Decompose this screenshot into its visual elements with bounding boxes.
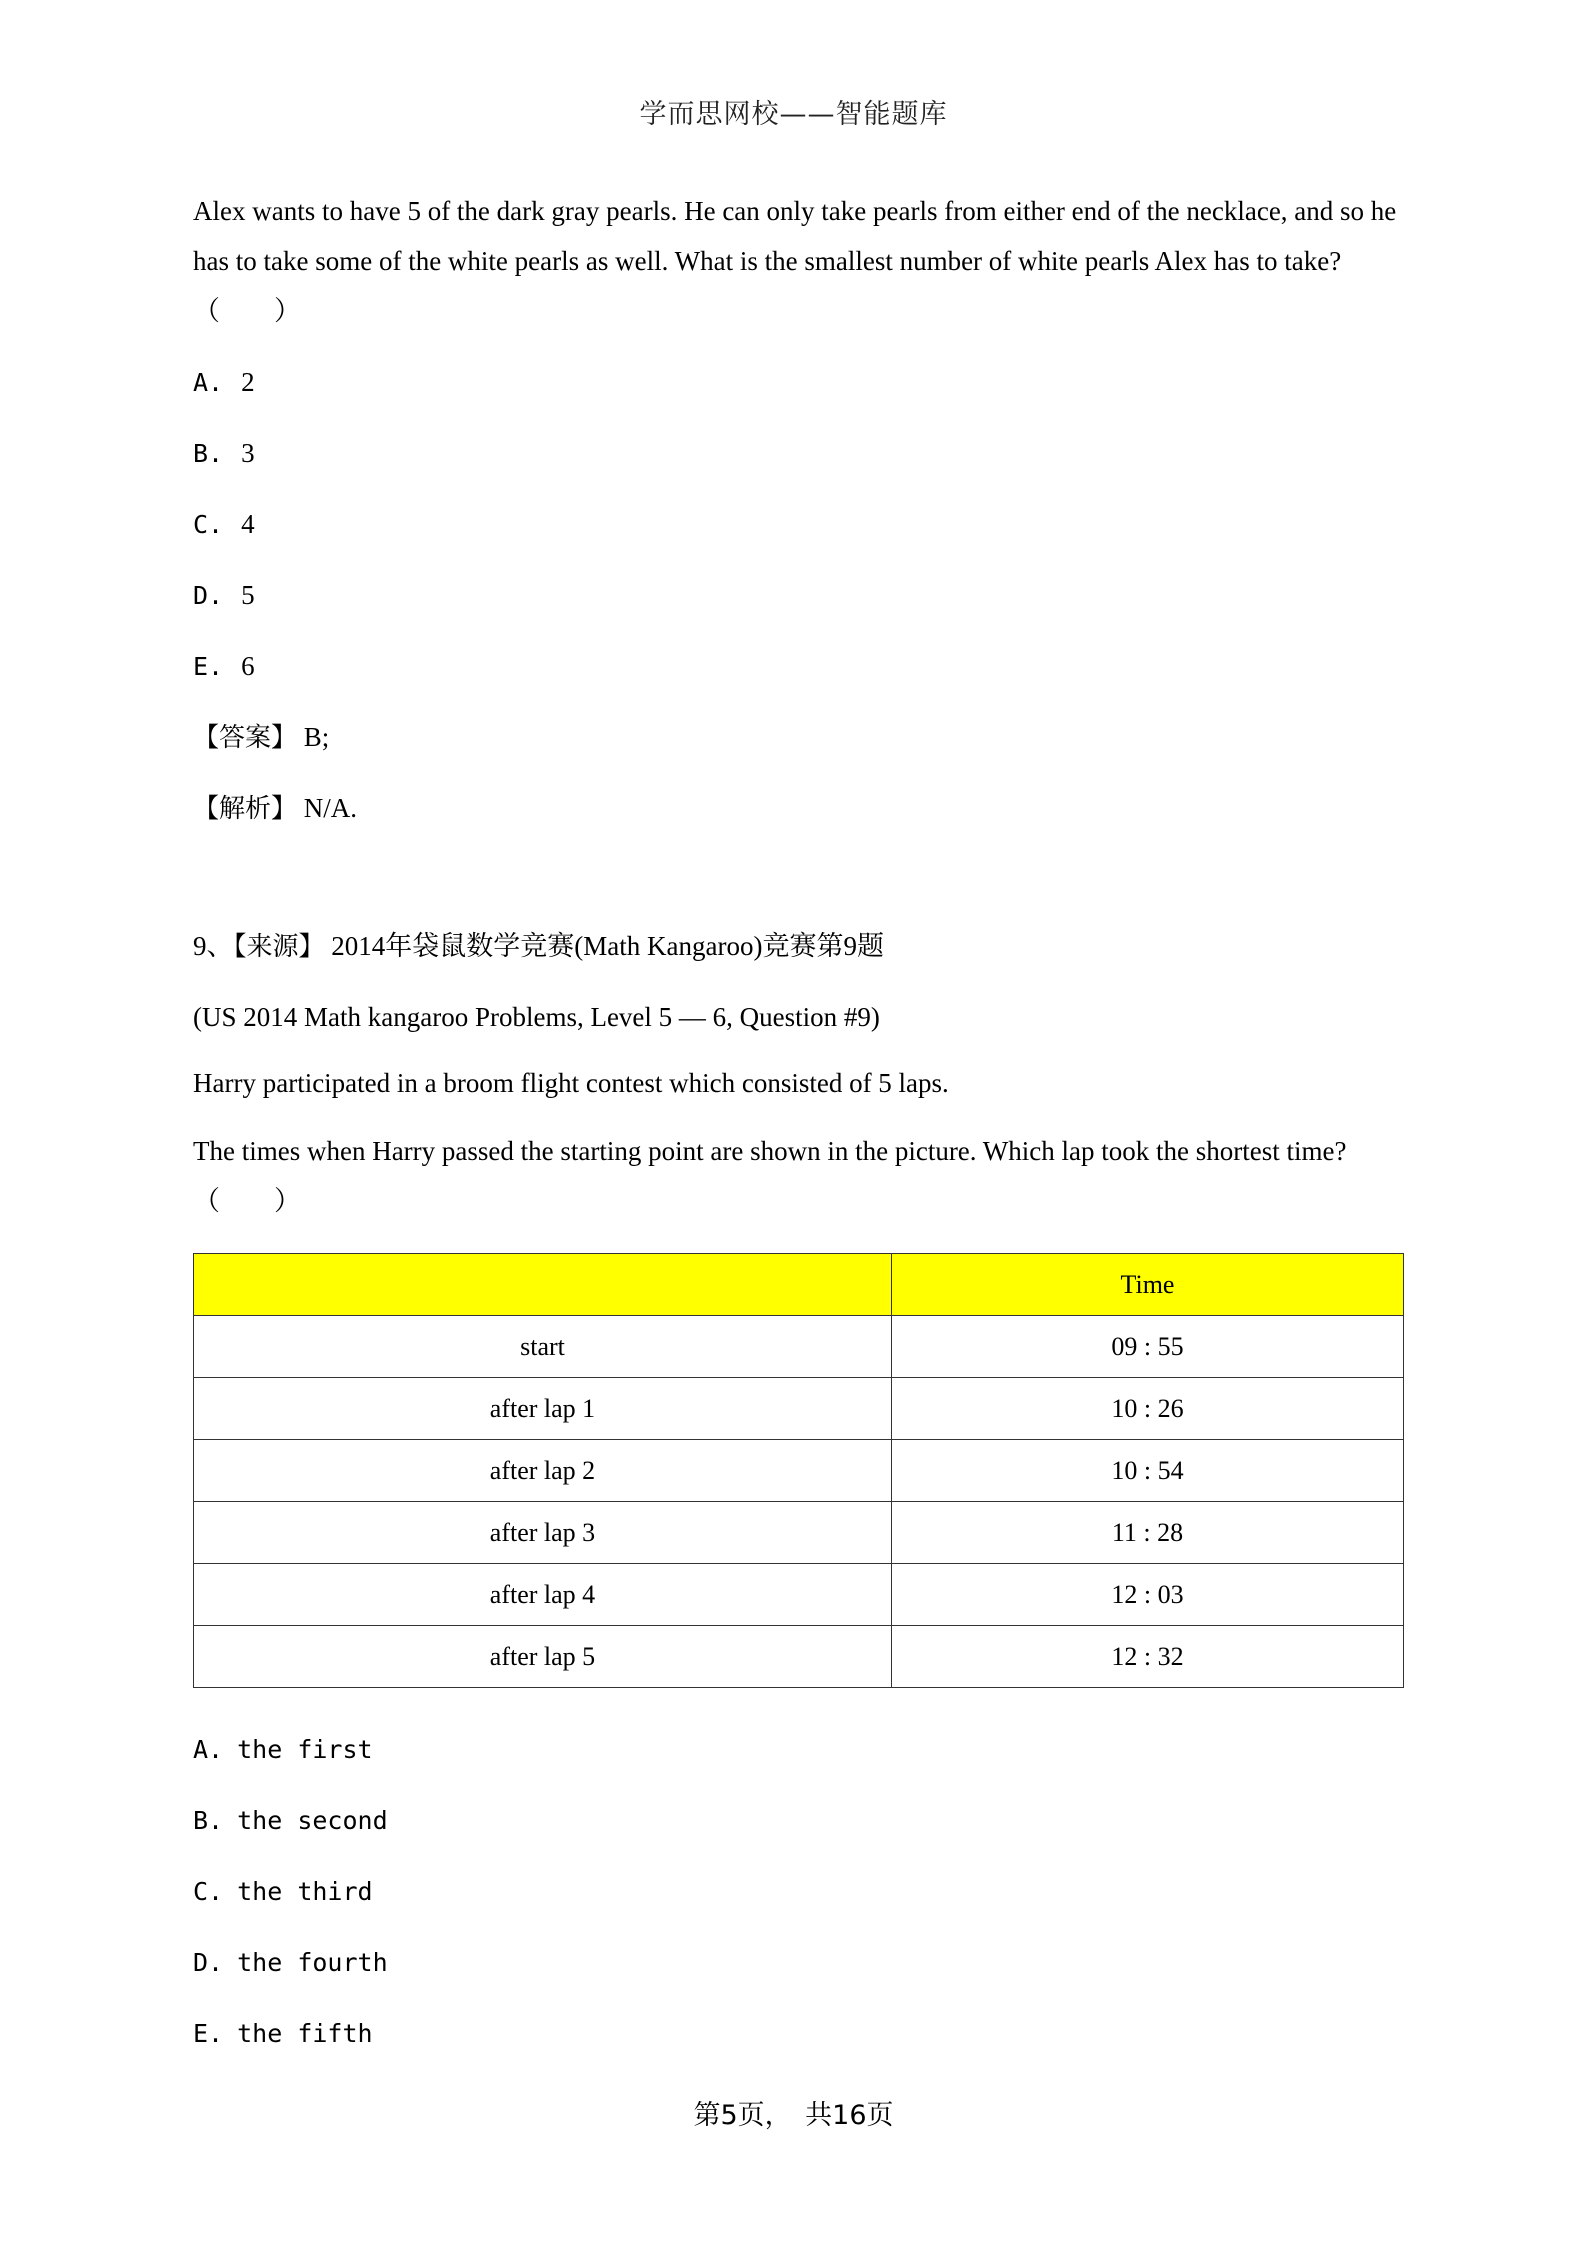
option-value: 2 xyxy=(241,367,255,397)
q9-option-d xyxy=(193,1944,388,1981)
source-tag: 【来源】 xyxy=(233,932,325,962)
option-letter: B. xyxy=(193,439,224,468)
option-letter: C. xyxy=(193,1877,224,1906)
q9-option-b xyxy=(193,1802,388,1839)
option-value: the second xyxy=(237,1806,388,1835)
table-cell: 12 : 03 xyxy=(892,1564,1404,1626)
q9-text-line2: The times when Harry passed the starting point are shown in the picture. Which lap took the shortest time?（ ） xyxy=(193,1136,1347,1216)
table-cell: after lap 4 xyxy=(194,1564,892,1626)
page-header: 学而思网校——智能题库 xyxy=(639,99,948,130)
option-value: 6 xyxy=(241,651,255,681)
option-letter: A. xyxy=(193,368,224,397)
q8-option-d xyxy=(193,577,255,614)
option-letter: D. xyxy=(193,1948,224,1977)
q8-option-a xyxy=(193,364,255,401)
table-cell: 10 : 26 xyxy=(892,1378,1404,1440)
table-row xyxy=(194,1502,1404,1564)
q9-option-a xyxy=(193,1731,373,1768)
table-row xyxy=(194,1378,1404,1440)
q8-option-b xyxy=(193,435,255,472)
analysis-tag: 【解析】 xyxy=(193,794,298,824)
option-value: 5 xyxy=(241,580,255,610)
option-value: the third xyxy=(237,1877,373,1906)
q8-option-e xyxy=(193,648,255,685)
q9-source-line xyxy=(193,928,884,965)
q9-option-e xyxy=(193,2015,373,2052)
option-value: the first xyxy=(237,1735,373,1764)
answer-value: B; xyxy=(303,722,330,752)
table-cell: start xyxy=(194,1316,892,1378)
answer-tag: 【答案】 xyxy=(193,723,298,753)
table-row xyxy=(194,1440,1404,1502)
question-8-text: Alex wants to have 5 of the dark gray pearls. He can only take pearls from either end of the necklace, and so he has to take some of the white pearls as well. What is the smallest number of white pearls Alex has to take?（ ） xyxy=(193,196,1397,326)
table-cell: 12 : 32 xyxy=(892,1626,1404,1688)
option-letter: B. xyxy=(193,1806,224,1835)
option-letter: E. xyxy=(193,652,224,681)
source-text: 2014年袋鼠数学竞赛(Math Kangaroo)竞赛第9题 xyxy=(331,931,884,961)
option-value: the fifth xyxy=(237,2019,373,2048)
page-footer: 第5页， 共16页 xyxy=(693,2100,894,2131)
table-cell: 11 : 28 xyxy=(892,1502,1404,1564)
table-cell: after lap 1 xyxy=(194,1378,892,1440)
table-cell: after lap 2 xyxy=(194,1440,892,1502)
option-value: 4 xyxy=(241,509,255,539)
q9-reference: (US 2014 Math kangaroo Problems, Level 5 — 6, Question #9) xyxy=(193,1002,880,1032)
option-value: 3 xyxy=(241,438,255,468)
table-row xyxy=(194,1626,1404,1688)
option-value: the fourth xyxy=(237,1948,388,1977)
table-cell: 09 : 55 xyxy=(892,1316,1404,1378)
q8-answer xyxy=(193,719,329,756)
table-cell: after lap 5 xyxy=(194,1626,892,1688)
analysis-value: N/A. xyxy=(303,793,358,823)
table-cell: after lap 3 xyxy=(194,1502,892,1564)
lap-times-table xyxy=(193,1253,1404,1688)
table-header-cell xyxy=(194,1254,892,1316)
table-row xyxy=(194,1316,1404,1378)
q8-option-c xyxy=(193,506,255,543)
option-letter: D. xyxy=(193,581,224,610)
table-row xyxy=(194,1564,1404,1626)
table-header-cell: Time xyxy=(892,1254,1404,1316)
q8-analysis xyxy=(193,790,357,827)
option-letter: A. xyxy=(193,1735,224,1764)
option-letter: E. xyxy=(193,2019,224,2048)
table-header-row xyxy=(194,1254,1404,1316)
q9-option-c xyxy=(193,1873,373,1910)
table-cell: 10 : 54 xyxy=(892,1440,1404,1502)
q9-text-line1: Harry participated in a broom flight contest which consisted of 5 laps. xyxy=(193,1068,949,1098)
question-number: 9、 xyxy=(193,931,234,961)
option-letter: C. xyxy=(193,510,224,539)
